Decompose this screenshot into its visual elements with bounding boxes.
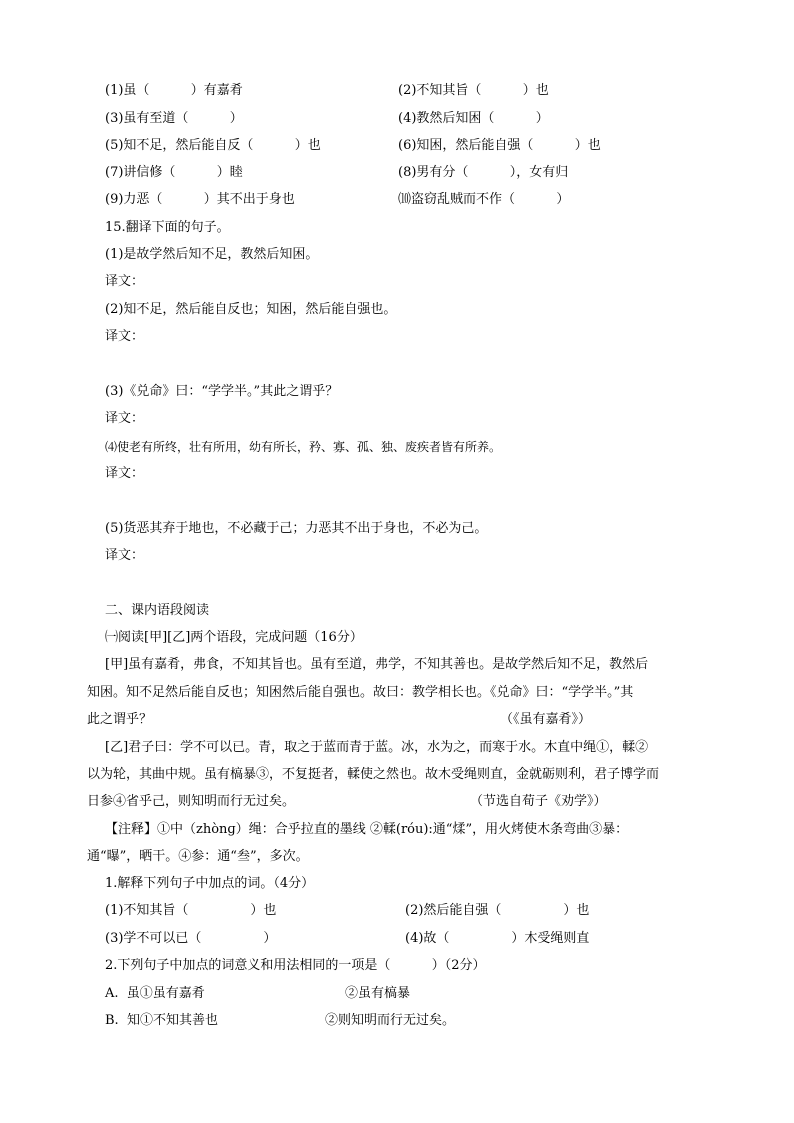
translation-sentence: (2)知不足，然后能自反也；知困，然后能自强也。: [105, 302, 397, 317]
passage-jia-line: 知困。知不足然后能自反也；知困然后能自强也。故曰：教学相长也。《兑命》曰：“学学半。”其: [87, 685, 634, 700]
vocab-item: (7)讲信修（ ）睦: [105, 165, 243, 180]
answer-label: 译文：: [105, 329, 145, 344]
vocab-item: (6)知困，然后能自强（ ）也: [398, 138, 601, 153]
vocab-item: (9)力恶（ ）其不出于身也: [105, 192, 295, 207]
option-a: B. 知①不知其善也: [105, 1013, 218, 1028]
question-title: 1.解释下列句子中加点的词。（4分）: [105, 876, 315, 891]
answer-label: 译文：: [105, 548, 145, 563]
question-title: 2.下列句子中加点的词意义和用法相同的一项是（ ）（2分）: [105, 958, 486, 973]
option-b: ②则知明而行无过矣。: [325, 1013, 456, 1028]
option-a: A. 虽①虽有嘉肴: [105, 986, 205, 1001]
vocab-item: (4)教然后知困（ ）: [398, 111, 549, 126]
question-item: (3)学不可以已（ ）: [105, 931, 277, 946]
answer-label: 译文：: [105, 274, 145, 289]
answer-label: 译文：: [105, 411, 145, 426]
passage-jia-source: （《虽有嘉肴》）: [500, 712, 592, 727]
passage-jia-line: [甲]虽有嘉肴，弗食，不知其旨也。虽有至道，弗学，不知其善也。是故学然后知不足，教然后: [105, 657, 649, 672]
question-item: (1)不知其旨（ ）也: [105, 903, 277, 918]
passage-yi-line: 以为轮，其曲中规。虽有槁暴③，不复挺者，輮使之然也。故木受绳则直，金就砺则利，君子博学而: [87, 767, 660, 782]
question-item: (4)故（ ）木受绳则直: [405, 931, 590, 946]
vocab-item: ⑽盗窃乱贼而不作（ ）: [398, 192, 570, 207]
passage-yi-line: [乙]君子曰：学不可以已。青，取之于蓝而青于蓝。冰，水为之，而寒于水。木直中绳①，輮②: [105, 740, 649, 755]
vocab-item: (1)虽（ ）有嘉肴: [105, 83, 243, 98]
notes-line: 【注释】①中（zhònɡ）绳：合乎拉直的墨线 ②輮(róu):通“煣”，用火烤使木条弯曲③暴：: [105, 822, 629, 837]
question-title: 15.翻译下面的句子。: [105, 220, 230, 235]
translation-sentence: ⑷使老有所终，壮有所用，幼有所长，矜、寡、孤、独、废疾者皆有所养。: [105, 440, 502, 454]
translation-sentence: (3)《兑命》曰：“学学半。”其此之谓乎？: [105, 384, 339, 399]
passage-yi-source: （节选自荀子《劝学》）: [470, 794, 607, 809]
passage-yi-line: 日参④省乎己，则知明而行无过矣。: [87, 794, 296, 809]
question-item: (2)然后能自强（ ）也: [405, 903, 590, 918]
translation-sentence: (5)货恶其弃于地也，不必藏于己；力恶其不出于身也，不必为己。: [105, 521, 488, 536]
vocab-item: (2)不知其旨（ ）也: [398, 83, 549, 98]
vocab-item: (5)知不足，然后能自反（ ）也: [105, 138, 321, 153]
notes-line: 通“曝”，晒干。④参：通“叁”，多次。: [87, 849, 309, 864]
section-subtitle: ㈠阅读[甲][乙]两个语段，完成问题（16分）: [105, 630, 363, 645]
section-title: 二、课内语段阅读: [105, 603, 210, 618]
option-b: ②虽有槁暴: [345, 986, 411, 1001]
translation-sentence: (1)是故学然后知不足，教然后知困。: [105, 247, 319, 262]
passage-jia-line: 此之谓乎？: [87, 712, 153, 727]
answer-label: 译文：: [105, 466, 145, 481]
vocab-item: (3)虽有至道（ ）: [105, 111, 243, 126]
vocab-item: (8)男有分（ ），女有归: [398, 165, 569, 180]
